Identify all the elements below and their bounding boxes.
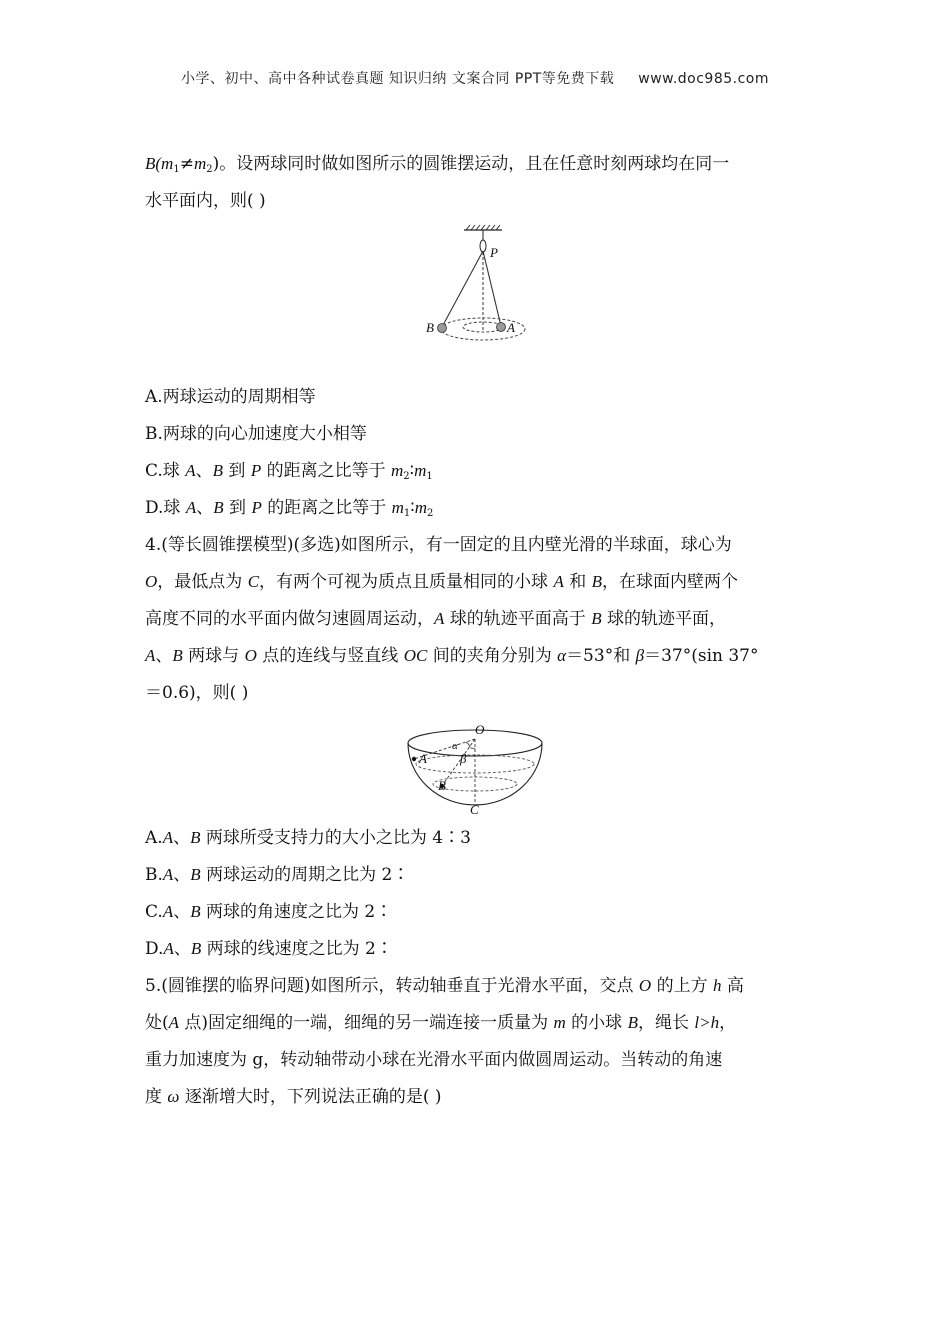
header-text: 小学、初中、高中各种试卷真题 知识归纳 文案合同 PPT等免费下载 xyxy=(180,71,615,87)
label-O: O xyxy=(475,722,485,737)
hemisphere-figure xyxy=(400,718,550,818)
q5-line-4: 度 ω 逐渐增大时，下列说法正确的是( ) xyxy=(145,1087,442,1107)
q5-line-2: 处(A 点)固定细绳的一端，细绳的另一端连接一质量为 m 的小球 B，绳长 l>h， xyxy=(145,1013,737,1033)
header-site: www.doc985.com xyxy=(638,71,770,87)
q5-line-1: 5.(圆锥摆的临界问题)如图所示，转动轴垂直于光滑水平面，交点 O 的上方 h 高 xyxy=(145,976,744,996)
q3-line-1: $B(m_1\ne m_2)$。设两球同时做如图所示的圆锥摆运动，且在任意时刻两球均在同一 xyxy=(145,154,730,175)
q4-option-b: B.A、B 两球运动的周期之比为 2∶ xyxy=(145,865,410,885)
label-B: B xyxy=(438,778,446,793)
q3-option-d: D.球 A、B 到 P 的距离之比等于 $m_1∶m_2$ xyxy=(145,498,434,519)
conical-pendulum-figure xyxy=(420,222,540,362)
q3-option-a: A.两球运动的周期相等 xyxy=(145,387,316,407)
q4-line-2: O，最低点为 C，有两个可视为质点且质量相同的小球 A 和 B，在球面内壁两个 xyxy=(145,572,739,592)
q3-line-2: 水平面内，则( ) xyxy=(145,191,266,211)
q4-option-c: C.A、B 两球的角速度之比为 2∶ xyxy=(145,902,393,922)
page-header xyxy=(0,68,950,88)
q4-line-5: ＝0.6)，则( ) xyxy=(145,683,249,703)
label-B: B xyxy=(426,320,434,335)
label-C: C xyxy=(470,802,479,817)
q3-option-c: C.球 A、B 到 P 的距离之比等于 $m_2∶m_1$ xyxy=(145,461,433,482)
q3-option-b: B.两球的向心加速度大小相等 xyxy=(145,424,367,444)
label-P: P xyxy=(490,245,498,260)
q5-line-3: 重力加速度为 g，转动轴带动小球在光滑水平面内做圆周运动。当转动的角速 xyxy=(145,1050,723,1070)
q4-line-1: 4.(等长圆锥摆模型)(多选)如图所示，有一固定的且内壁光滑的半球面，球心为 xyxy=(145,535,732,555)
q4-line-4: A、B 两球与 O 点的连线与竖直线 OC 间的夹角分别为 α＝53°和 β＝37°(sin 37° xyxy=(145,646,759,666)
label-A: A xyxy=(419,751,427,766)
q4-line-3: 高度不同的水平面内做匀速圆周运动，A 球的轨迹平面高于 B 球的轨迹平面， xyxy=(145,609,726,629)
q4-option-a: A.A、B 两球所受支持力的大小之比为 4∶3 xyxy=(145,828,471,848)
q4-option-d: D.A、B 两球的线速度之比为 2∶ xyxy=(145,939,393,959)
label-alpha: α xyxy=(452,740,458,752)
label-A: A xyxy=(507,320,515,335)
label-beta: β xyxy=(460,751,467,766)
